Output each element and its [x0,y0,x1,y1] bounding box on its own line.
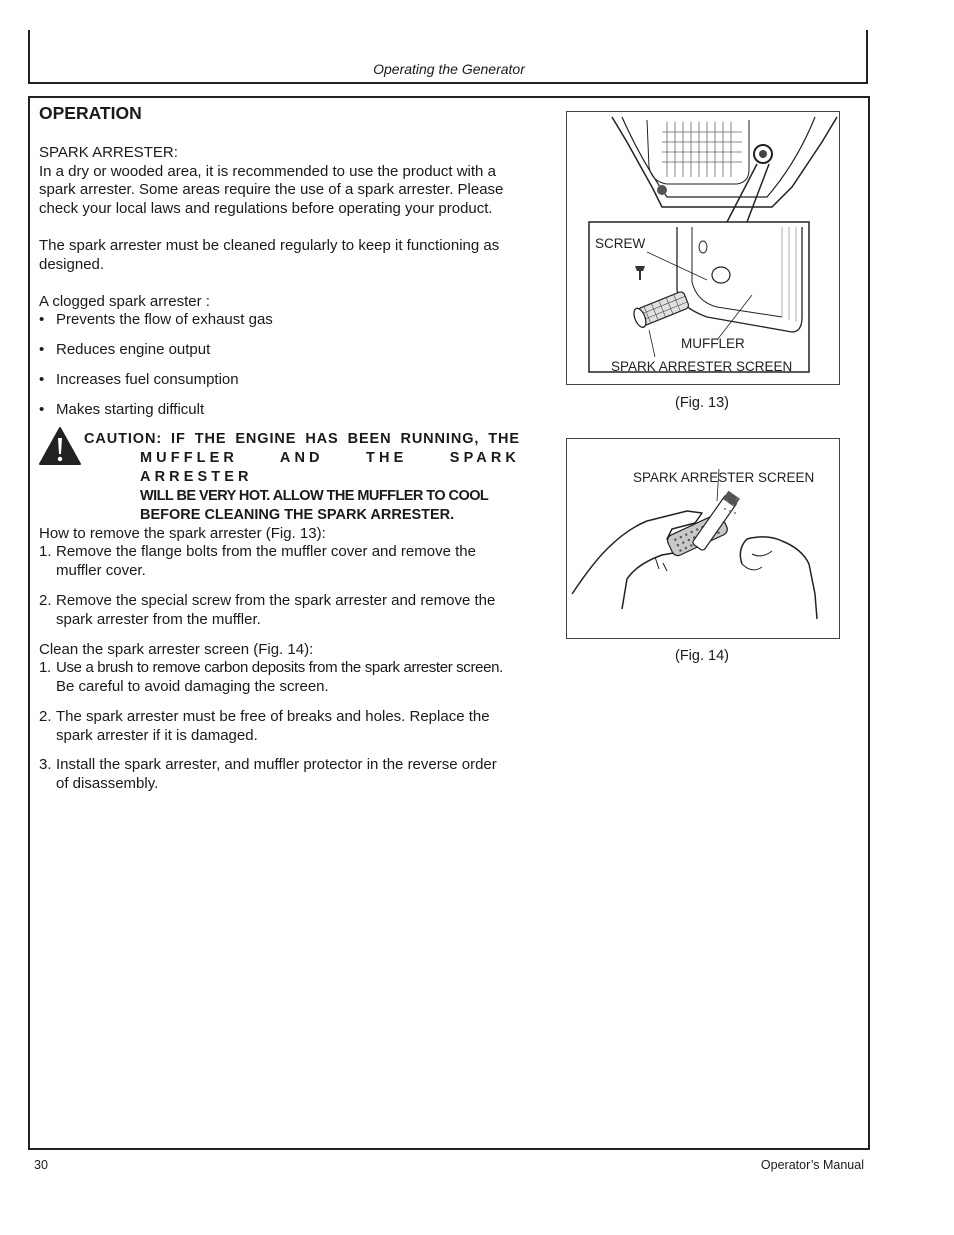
numbered-step: 2. The spark arrester must be free of breaks and holes. Replace the spark arrester if it is damaged. [39,708,490,744]
list-item: • Prevents the flow of exhaust gas [39,311,273,328]
page-header-title: Operating the Generator [373,61,525,77]
caution-line: MUFFLER AND THE SPARK ARRESTER [140,450,520,485]
caution-line: CAUTION: IF THE ENGINE HAS BEEN RUNNING, THE [84,431,520,447]
intro-line: spark arrester. Some areas require the use of a spark arrester. Please [39,181,504,198]
numbered-step: 2. Remove the special screw from the spark arrester and remove the spark arrester from the muffler. [39,592,496,628]
muffler-label: MUFFLER [681,336,745,351]
list-item: • Makes starting difficult [39,401,205,418]
figure-13-caption: (Fig. 13) [675,395,729,411]
numbered-step: 1. Use a brush to remove carbon deposits from the spark arrester screen. Be careful to avoid damaging the screen. [39,659,503,695]
intro-line: The spark arrester must be cleaned regularly to keep it functioning as [39,237,500,254]
intro-line: check your local laws and regulations before operating your product. [39,200,493,217]
clean-heading: Clean the spark arrester screen (Fig. 14): [39,641,314,658]
remove-heading: How to remove the spark arrester (Fig. 13): [39,525,326,542]
figure-13 [566,111,840,385]
spark-arrester-screen-label: SPARK ARRESTER SCREEN [633,470,815,485]
caution-line: BEFORE CLEANING THE SPARK ARRESTER. [140,507,455,523]
list-item: • Increases fuel consumption [39,371,239,388]
footer-manual-title: Operator’s Manual [760,1158,864,1172]
spark-arrester-heading: SPARK ARRESTER: [39,144,178,161]
spark-arrester-screen-label: SPARK ARRESTER SCREEN [611,359,793,374]
list-item: • Reduces engine output [39,341,211,358]
warning-icon [38,426,82,466]
page-number: 30 [34,1158,48,1172]
numbered-step: 1. Remove the flange bolts from the muffler cover and remove the muffler cover. [39,543,476,579]
numbered-step: 3. Install the spark arrester, and muffler protector in the reverse order of disassembly. [39,756,497,792]
section-title: OPERATION [39,103,142,123]
intro-line: designed. [39,256,105,273]
figure-14 [566,438,840,639]
caution-line: WILL BE VERY HOT. ALLOW THE MUFFLER TO COOL [140,488,489,504]
caution-text [84,430,520,525]
screw-label: SCREW [595,236,646,251]
cleaning-brush-illustration [567,439,839,638]
figure-14-caption: (Fig. 14) [675,648,729,664]
clogged-heading: A clogged spark arrester : [39,293,210,310]
intro-line: In a dry or wooded area, it is recommended to use the product with a [39,163,496,180]
